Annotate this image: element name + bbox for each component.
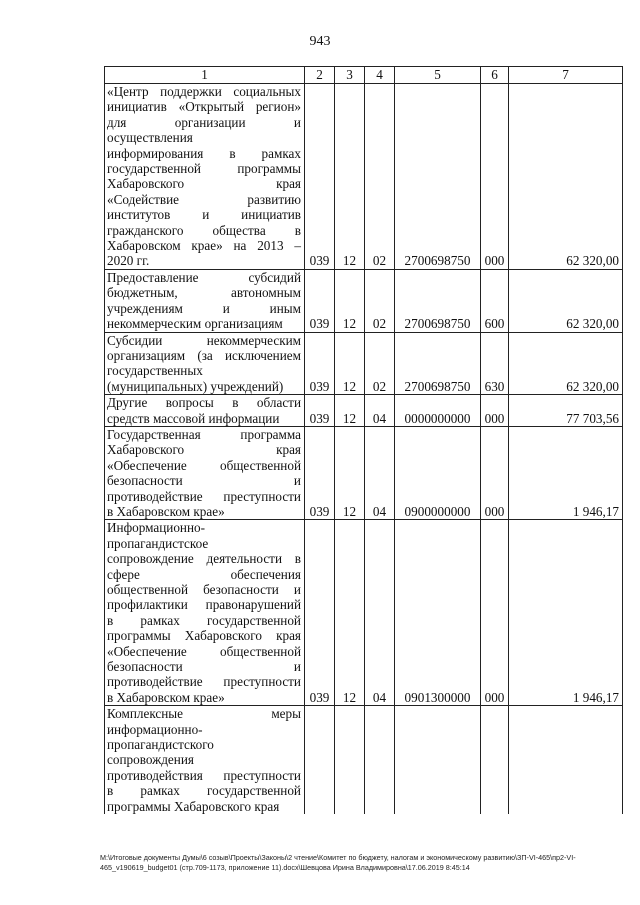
dept-code: 039 xyxy=(305,426,335,519)
document-footer xyxy=(100,853,620,873)
section-code: 12 xyxy=(335,269,365,332)
footer-file-line: 465_v190619_budget01 (стр.709-1173, приложение 11).docx\Шевцова Ирина Владимировна\17.06.2019 8:45:14 xyxy=(100,863,470,872)
row-name-line: осуществления xyxy=(107,130,193,146)
dept-code: 039 xyxy=(305,84,335,270)
row-name-line: общественной безопасности и xyxy=(107,582,301,597)
row-name-line: противодействие преступности xyxy=(107,674,301,690)
row-name-line: «Центр поддержки социальных xyxy=(107,84,301,99)
amount: 77 703,56 xyxy=(509,395,623,427)
target-article-code: 2700698750 xyxy=(395,84,481,270)
section-code: 12 xyxy=(335,520,365,706)
dept-code: 039 xyxy=(305,332,335,395)
dept-code xyxy=(305,706,335,814)
expense-type-code: 600 xyxy=(481,269,509,332)
row-name-line: пропагандистского xyxy=(107,737,214,753)
table-row xyxy=(105,395,623,427)
subsection-code: 02 xyxy=(365,269,395,332)
amount: 62 320,00 xyxy=(509,332,623,395)
section-code: 12 xyxy=(335,395,365,427)
row-name-line: Государственная программа xyxy=(107,426,301,442)
section-code: 12 xyxy=(335,84,365,270)
section-code xyxy=(335,706,365,814)
row-name-line: пропагандистское xyxy=(107,535,209,551)
dept-code: 039 xyxy=(305,395,335,427)
target-article-code: 0000000000 xyxy=(395,395,481,427)
row-name-line: гражданского общества в xyxy=(107,222,301,238)
row-name-line: в рамках государственной xyxy=(107,612,301,628)
row-name-line: «Обеспечение общественной xyxy=(107,643,301,659)
subsection-code xyxy=(365,706,395,814)
row-name-line: противодействие преступности xyxy=(107,488,301,504)
table-row xyxy=(105,706,623,814)
row-name xyxy=(105,426,305,519)
header-col-7: 7 xyxy=(509,67,623,84)
subsection-code: 02 xyxy=(365,332,395,395)
row-name-line: организациям (за исключением xyxy=(107,347,301,363)
target-article-code: 0900000000 xyxy=(395,426,481,519)
expense-type-code: 000 xyxy=(481,84,509,270)
row-name-line: инициатив «Открытый регион» xyxy=(107,99,301,115)
header-col-5: 5 xyxy=(395,67,481,84)
row-name xyxy=(105,84,305,270)
expense-type-code: 000 xyxy=(481,426,509,519)
header-col-2: 2 xyxy=(305,67,335,84)
budget-table xyxy=(104,66,623,814)
row-name xyxy=(105,332,305,395)
row-name-line: Субсидии некоммерческим xyxy=(107,332,301,348)
row-name-line: программы Хабаровского края xyxy=(107,628,301,644)
row-name-line: институтов и инициатив xyxy=(107,207,301,223)
target-article-code: 0901300000 xyxy=(395,520,481,706)
page-number: 943 xyxy=(309,34,331,49)
subsection-code: 02 xyxy=(365,84,395,270)
row-name-line: Предоставление субсидий xyxy=(107,269,301,285)
section-code: 12 xyxy=(335,426,365,519)
row-name-line: информационно- xyxy=(107,721,203,737)
row-name-line: средств массовой информации xyxy=(107,410,280,426)
target-article-code: 2700698750 xyxy=(395,332,481,395)
amount: 1 946,17 xyxy=(509,520,623,706)
row-name-line: профилактики правонарушений xyxy=(107,597,301,613)
row-name-line: сопровождение деятельности в xyxy=(107,551,301,567)
row-name-line: в Хабаровском крае» xyxy=(107,689,225,705)
row-name-line: бюджетным, автономным xyxy=(107,285,301,301)
row-name-line: сопровождения xyxy=(107,752,194,768)
subsection-code: 04 xyxy=(365,520,395,706)
row-name-line: в Хабаровском крае» xyxy=(107,503,225,519)
amount: 1 946,17 xyxy=(509,426,623,519)
table-row xyxy=(105,520,623,706)
row-name-line: программы Хабаровского края xyxy=(107,798,280,814)
amount: 62 320,00 xyxy=(509,269,623,332)
row-name-line: «Содействие развитию xyxy=(107,191,301,207)
expense-type-code: 000 xyxy=(481,520,509,706)
expense-type-code xyxy=(481,706,509,814)
table-row xyxy=(105,332,623,395)
row-name-line: Хабаровского края xyxy=(107,442,301,458)
row-name xyxy=(105,520,305,706)
target-article-code xyxy=(395,706,481,814)
row-name-line: государственной программы xyxy=(107,161,301,177)
dept-code: 039 xyxy=(305,520,335,706)
row-name-line: Комплексные меры xyxy=(107,706,301,722)
row-name-line: 2020 гг. xyxy=(107,253,150,269)
row-name-line: Информационно- xyxy=(107,520,206,536)
row-name xyxy=(105,706,305,814)
row-name-line: государственных xyxy=(107,363,203,379)
table-row xyxy=(105,84,623,270)
row-name xyxy=(105,269,305,332)
row-name-line: некоммерческим организациям xyxy=(107,316,283,332)
dept-code: 039 xyxy=(305,269,335,332)
subsection-code: 04 xyxy=(365,426,395,519)
row-name-line: информирования в рамках xyxy=(107,145,301,161)
subsection-code: 04 xyxy=(365,395,395,427)
row-name-line: (муниципальных) учреждений) xyxy=(107,378,284,394)
table-row xyxy=(105,426,623,519)
header-col-1: 1 xyxy=(105,67,305,84)
amount: 62 320,00 xyxy=(509,84,623,270)
header-col-4: 4 xyxy=(365,67,395,84)
expense-type-code: 630 xyxy=(481,332,509,395)
row-name-line: противодействия преступности xyxy=(107,767,301,783)
row-name xyxy=(105,395,305,427)
row-name-line: «Обеспечение общественной xyxy=(107,457,301,473)
row-name-line: Хабаровском крае» на 2013 – xyxy=(107,238,301,254)
row-name-line: Другие вопросы в области xyxy=(107,395,301,411)
header-col-3: 3 xyxy=(335,67,365,84)
row-name-line: Хабаровского края xyxy=(107,176,301,192)
row-name-line: учреждениям и иным xyxy=(107,300,301,316)
section-code: 12 xyxy=(335,332,365,395)
row-name-line: для организации и xyxy=(107,114,301,130)
header-col-6: 6 xyxy=(481,67,509,84)
table-row xyxy=(105,269,623,332)
footer-path-line: M:\Итоговые документы Думы\6 созыв\Проекты\Законы\2 чтение\Комитет по бюджету, налогам и экономическому развитию\ЗП-VI-465\пр2-VI- xyxy=(100,853,576,862)
header-row xyxy=(105,67,623,84)
amount xyxy=(509,706,623,814)
row-name-line: безопасности и xyxy=(107,659,301,675)
expense-type-code: 000 xyxy=(481,395,509,427)
target-article-code: 2700698750 xyxy=(395,269,481,332)
row-name-line: сфере обеспечения xyxy=(107,566,301,582)
row-name-line: в рамках государственной xyxy=(107,783,301,799)
row-name-line: безопасности и xyxy=(107,473,301,489)
